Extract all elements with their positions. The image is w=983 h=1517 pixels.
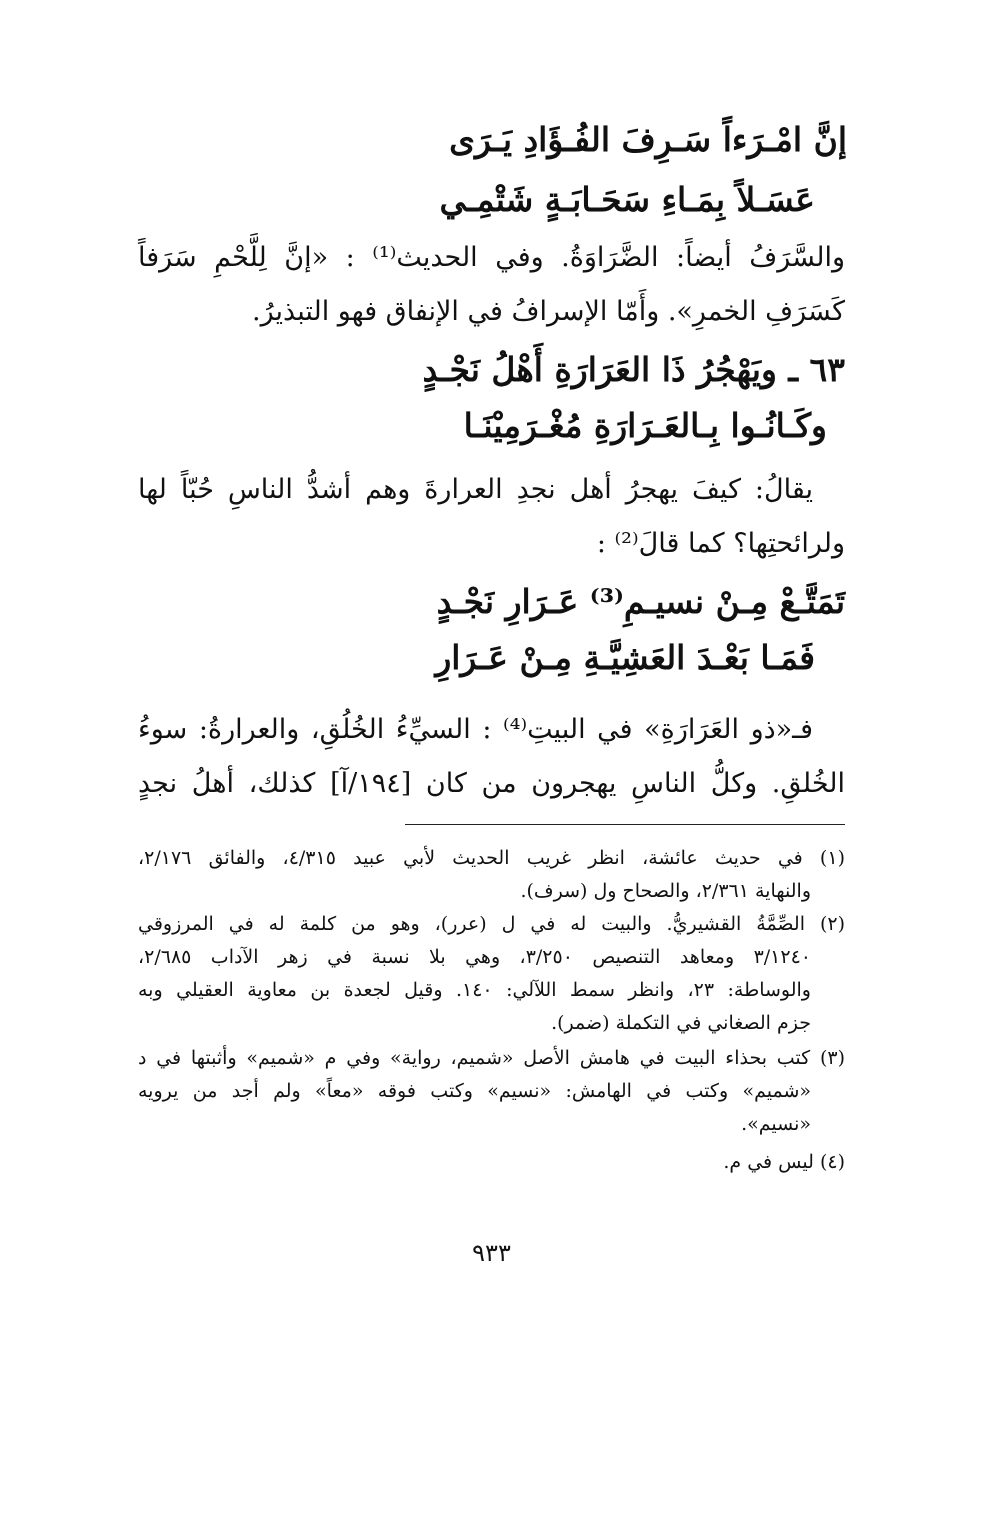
footnote-4-line-1: (٤) ليس في م. xyxy=(723,1151,845,1173)
verse-top-line-1: إنَّ امْـرَءاً سَـرِفَ الفُـؤَادِ يَـرَى xyxy=(449,120,847,159)
verse-63-line-2: وكَـانُـوا بِـالعَـرَارَةِ مُغْـرَمِيْنَـا xyxy=(463,406,827,445)
footnote-2-line-2: ٣/١٢٤٠ ومعاهد التنصيص ٣/٢٥٠، وهي بلا نسبة في زهر الآداب ٢/٦٨٥، xyxy=(138,946,811,968)
paragraph2-line-2: ولرائحتِها؟ كما قالَ⁽²⁾ : xyxy=(596,528,845,559)
footnote-3-line-2: «شميم» وكتب في الهامش: «نسيم» وكتب فوقه «معاً» ولم أجد من يرويه xyxy=(138,1080,811,1102)
verse-mid-line-2: فَمَـا بَعْـدَ العَشِيَّـةِ مِـنْ عَـرَارِ xyxy=(435,638,815,677)
paragraph2-line-1: يقالُ: كيفَ يهجرُ أهل نجدِ العرارةَ وهم أشدُّ الناسِ حُبّاً لها xyxy=(138,474,813,505)
paragraph1-line-2: كَسَرَفِ الخمرِ». وأَمّا الإسرافُ في الإنفاق فهو التبذيرُ. xyxy=(252,296,845,327)
page-number: ٩٣٣ xyxy=(472,1239,511,1267)
paragraph1-line-1: والسَّرَفُ أيضاً: الضَّرَاوَةُ. وفي الحديث⁽¹⁾ : «إنَّ لِلَّحْمِ سَرَفاً xyxy=(138,242,845,273)
footnote-1-line-1: (١) في حديث عائشة، انظر غريب الحديث لأبي عبيد ٤/٣١٥، والفائق ٢/١٧٦، xyxy=(138,847,845,869)
paragraph3-line-1: فـ«ذو العَرَارَةِ» في البيتِ⁽⁴⁾ : السيِّءُ الخُلُقِ، والعرارةُ: سوءُ xyxy=(138,714,813,745)
footnote-1-line-2: والنهاية ٢/٣٦١، والصحاح ول (سرف). xyxy=(520,880,811,902)
footnote-3-line-3: «نسيم». xyxy=(741,1113,811,1135)
paragraph3-line-2: الخُلقِ. وكلُّ الناسِ يهجرون من كان [١٩٤/آ] كذلك، أهلُ نجدٍ xyxy=(138,768,846,799)
footnote-3-line-1: (٣) كتب بحذاء البيت في هامش الأصل «شميم، رواية» وفي م «شميم» وأثبتها في د xyxy=(138,1047,845,1069)
footnote-2-line-3: والوساطة: ٢٣، وانظر سمط اللآلي: ١٤٠. وقيل لجعدة بن معاوية العقيلي وبه xyxy=(138,979,811,1001)
footnote-2-line-4: جزم الصغاني في التكملة (ضمر). xyxy=(551,1012,811,1034)
footnote-2-line-1: (٢) الصِّمَّةُ القشيريُّ. والبيت له في ل (عرر)، وهو من كلمة له في المرزوقي xyxy=(138,913,845,935)
verse-63-line-1: ٦٣ ـ ويَهْجُرُ ذَا العَرَارَةِ أَهْلُ نَجْـدٍ xyxy=(422,350,845,389)
footnote-separator xyxy=(405,824,845,825)
verse-top-line-2: عَسَـلاً بِمَـاءِ سَحَـابَـةٍ شَتْمِـي xyxy=(439,180,815,219)
verse-mid-line-1: تَمَتَّـعْ مِـنْ نسيـمِ⁽³⁾ عَـرَارِ نَجْـدٍ xyxy=(436,582,845,621)
